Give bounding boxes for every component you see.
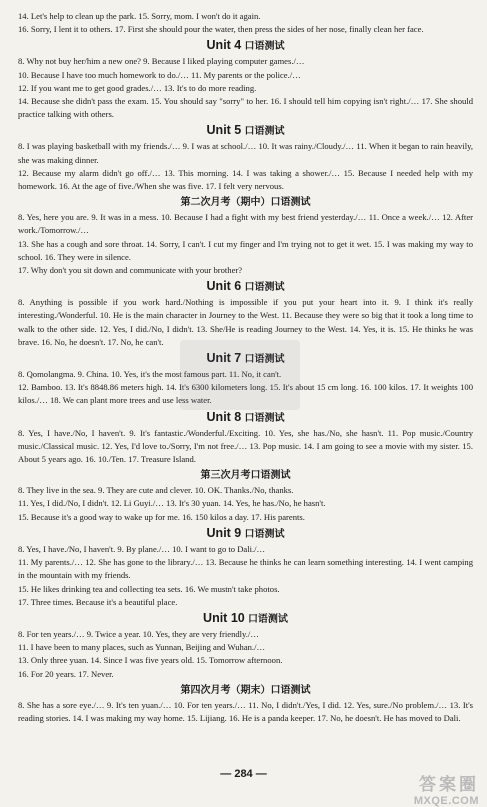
answer-paragraph: 12. Because my alarm didn't go off./… 13. This morning. 14. I was taking a shower./… 15. Because I needed help with my homework. 16. At the age of five./When she was five. 17. I felt very nervous.	[18, 167, 473, 192]
answer-paragraph: 15. He likes drinking tea and collecting tea sets. 16. We mustn't take photos.	[18, 583, 280, 594]
answer-paragraph: 11. I have been to many places, such as Yunnan, Beijing and Wuhan./…	[18, 642, 266, 653]
watermark-logo	[414, 770, 479, 807]
answer-paragraph: 13. She has a cough and sore throat. 14. Sorry, I can't. I cut my finger and I'm trying not to get it wet. 15. I was making my way to school. 16. They were in silence.	[18, 238, 473, 262]
unit-label: Unit 9	[206, 525, 242, 540]
section-tag: 口语测试	[244, 354, 285, 366]
section-tag: 口语测试	[244, 528, 285, 540]
answer-paragraph: 12. If you want me to get good grades./… 13. It's to do more reading.	[18, 82, 257, 93]
answer-paragraph: 8. Yes, I have./No, I haven't. 9. By plane./… 10. I want to go to Dali./…	[18, 543, 266, 554]
unit-label: Unit 7	[206, 351, 242, 366]
section-heading	[18, 279, 473, 295]
answer-paragraph: 12. Bamboo. 13. It's 8848.86 meters high. 14. It's 6300 kilometers long. 15. It's about 15 cm long. 16. 100 kilos. 17. It weights 100 kilos./… 18. We can plant more trees and use less water.	[18, 382, 473, 406]
unit-label: Unit 8	[206, 409, 242, 424]
unit-label: Unit 10	[203, 610, 245, 625]
unit-label: Unit 6	[206, 279, 242, 294]
page-number: — 284 —	[220, 768, 267, 780]
watermark-url: MXQE.COM	[413, 795, 479, 807]
answer-paragraph: 15. Because it's a good way to wake up for me. 16. 150 kilos a day. 17. His parents.	[18, 511, 305, 522]
answer-paragraph: 17. Why don't you sit down and communicate with your brother?	[18, 265, 243, 276]
section-heading	[18, 611, 473, 627]
watermark-logo-text: 答案圈	[419, 775, 479, 794]
answer-paragraph: 8. Yes, here you are. 9. It was in a mess. 10. Because I had a fight with my best friend yesterday./… 11. Once a week./… 12. After work./Tomorrow./…	[18, 212, 473, 236]
section-heading	[18, 526, 473, 542]
section-heading	[18, 683, 473, 698]
answer-paragraph: 8. Qomolangma. 9. China. 10. Yes, it's the most famous part. 11. No, it can't.	[18, 369, 282, 380]
answer-paragraph: 11. My parents./… 12. She has gone to the library./… 13. Because he thinks he can learn something interesting. 14. I went camping in the mountain with my friends.	[18, 557, 473, 581]
unit-label: Unit 5	[206, 123, 242, 138]
section-tag: 口语测试	[244, 126, 285, 138]
section-tag: 口语测试	[244, 41, 285, 53]
answer-paragraph: 8. Why not buy her/him a new one? 9. Because I liked playing computer games./…	[18, 56, 305, 67]
section-heading	[18, 195, 473, 210]
section-heading	[18, 123, 473, 139]
answer-paragraph: 8. She has a sore eye./… 9. It's ten yuan./… 10. For ten years./… 11. No, I didn't./Yes, I did. 12. Yes, sure./No problem./… 13. It's reading stories. 14. I was making my way home. 15. Lijiang. 16. He is a panda keeper. 17. No, he doesn't. He has moved to Dali.	[18, 699, 473, 723]
section-tag: 口语测试	[244, 282, 285, 294]
answer-paragraph: 14. Because she didn't pass the exam. 15. You should say "sorry" to her. 16. I should tell him copying isn't right./… 17. She should practice talking with others.	[18, 96, 473, 120]
answer-paragraph: 13. Only three yuan. 14. Since I was five years old. 15. Tomorrow afternoon.	[18, 655, 283, 666]
answer-paragraph: 16. For 20 years. 17. Never.	[18, 668, 114, 679]
answer-paragraph: 8. For ten years./… 9. Twice a year. 10. Yes, they are very friendly./…	[18, 628, 259, 639]
answer-paragraph: 10. Because I have too much homework to do./… 11. My parents or the police./…	[18, 69, 301, 80]
section-tag: 口语测试	[244, 412, 285, 424]
section-heading	[18, 468, 473, 483]
answer-paragraph: 8. I was playing basketball with my friends./… 9. I was at school./… 10. It was rainy./Cloudy./… 11. When it began to rain heavily, she was making dinner.	[18, 141, 473, 165]
section-heading	[18, 38, 473, 54]
answer-paragraph: 8. Yes, I have./No, I haven't. 9. It's fantastic./Wonderful./Exciting. 10. Yes, she has./No, she hasn't. 11. Pop music./Country music./Classical music. 12. Yes, I'd love to./Sorry, I'm not free./… 13. Pop music. 14. I am going to see a movie with my sister. 15. About 5 years ago. 16. 10./Ten. 17. Treasure Island.	[18, 427, 473, 465]
faint-stamp-mark	[180, 340, 300, 410]
answer-paragraph: 17. Three times. Because it's a beautiful place.	[18, 596, 178, 607]
answer-paragraph: 14. Let's help to clean up the park. 15. Sorry, mom. I won't do it again.	[18, 11, 261, 21]
answer-paragraph: 16. Sorry, I lent it to others. 17. First she should pour the water, then press the sides of her nose, finally clean her face.	[18, 24, 424, 35]
section-tag: 第四次月考（期末）口语测试	[180, 684, 311, 696]
section-tag: 口语测试	[247, 613, 288, 625]
section-tag: 第二次月考（期中）口语测试	[180, 197, 311, 209]
section-heading	[18, 410, 473, 426]
unit-label: Unit 4	[206, 38, 242, 53]
answer-paragraph: 11. Yes, I did./No, I didn't. 12. Li Guyi./… 13. It's 30 yuan. 14. Yes, he has./No, he hasn't.	[18, 498, 326, 509]
section-tag: 第三次月考口语测试	[200, 470, 291, 482]
answer-paragraph: 8. They live in the sea. 9. They are cute and clever. 10. OK. Thanks./No, thanks.	[18, 485, 294, 496]
answer-paragraph: 8. Anything is possible if you work hard./Nothing is impossible if you put your heart into it. 9. I think it's really interesting./Wonderful. 10. He is the main character in Journey to the West. 11. Because they were so big that it took a long time to walk to the other side. 12. Yes, I did./No, I didn't. 13. She/He is reading Journey to the West. 14. Yes, it is. 15. He thinks he was brave. 16. No, he doesn't. 17. No, he can't.	[18, 297, 473, 347]
